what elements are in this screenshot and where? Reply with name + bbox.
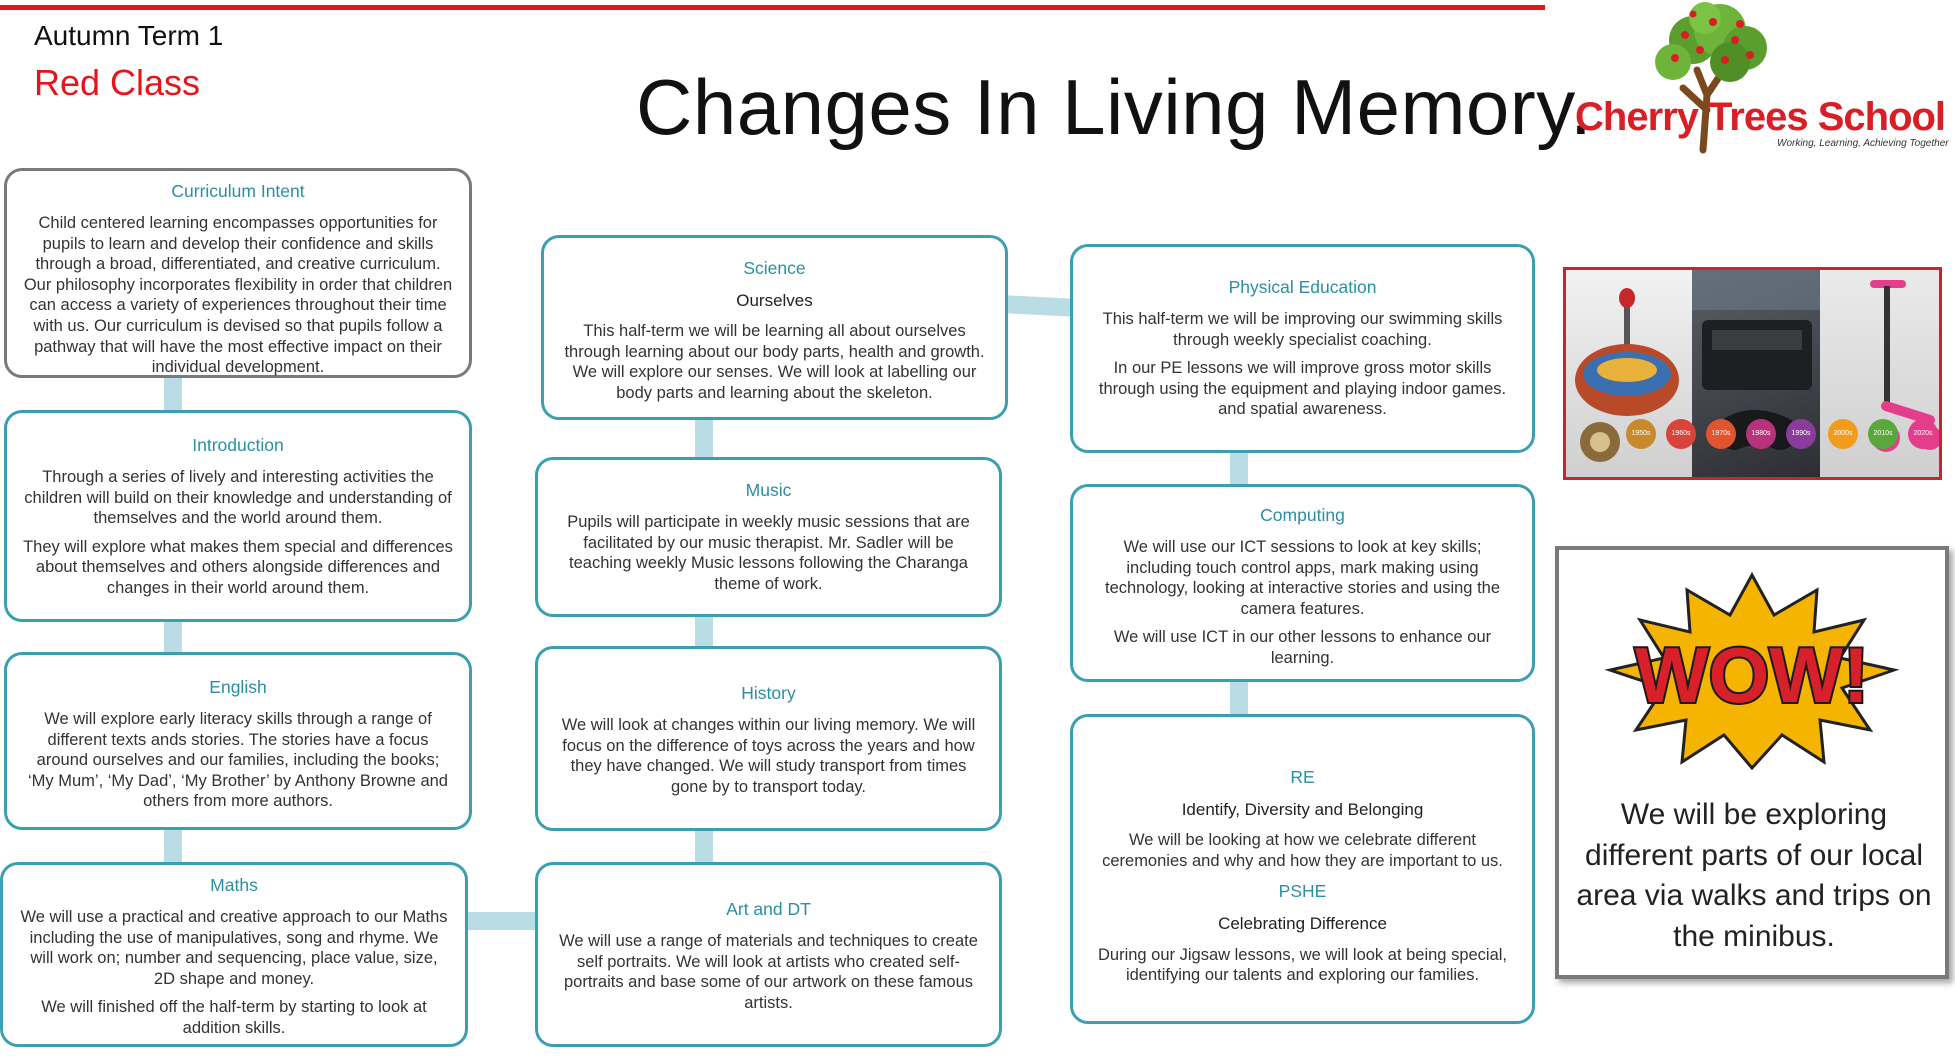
art-dt-box: [535, 862, 1002, 1047]
decade-dot: 1990s: [1786, 419, 1816, 449]
wow-word: WOW!: [1635, 631, 1869, 719]
maths-text-2: We will finished off the half-term by starting to look at addition skills.: [41, 998, 427, 1037]
pshe-subtitle: Celebrating Difference: [1218, 914, 1387, 934]
maths-text-1: We will use a practical and creative approach to our Maths including the use of manipulatives, song and rhyme. We will work on; number and sequencing, place value, size, 2D shape and money.: [20, 907, 448, 988]
connector: [1005, 295, 1074, 317]
wow-box: [1555, 546, 1949, 979]
connector: [1230, 451, 1248, 485]
connector: [164, 372, 182, 414]
science-text: This half-term we will be learning all about ourselves through learning about our body parts, health and growth. We will explore our senses. We will look at labelling our body parts and learning about the skeleton.: [564, 322, 985, 402]
history-text: We will look at changes within our living memory. We will focus on the difference of toys across the years and how they have changed. We will study transport from times gone by to transport today.: [561, 715, 976, 796]
curriculum-intent-text: Child centered learning encompasses opportunities for pupils to learn and develop their confidence and skills through a broad, differentiated, and creative curriculum. Our philosophy incorporates flexibility in order that children can access a variety of experiences throughout their time with us. Our curriculum is devised so that pupils follow a pathway that will have the most effective impact on their individual development.: [23, 213, 453, 377]
decade-dot: 2000s: [1828, 419, 1858, 449]
physical-education-text-1: This half-term we will be improving our swimming skills through weekly specialist coaching.: [1102, 309, 1503, 349]
re-title: RE: [1290, 767, 1315, 787]
connector: [164, 618, 182, 654]
introduction-text-1: Through a series of lively and interesting activities the children will build on their knowledge and understanding of themselves and the world around them.: [24, 467, 452, 528]
introduction-title: Introduction: [192, 435, 284, 455]
music-text: Pupils will participate in weekly music sessions that are facilitated by our music therapist. Mr. Sadler will be teaching weekly Music lessons following the Charanga theme of work.: [567, 512, 970, 593]
connector: [695, 828, 713, 865]
art-dt-title: Art and DT: [726, 899, 811, 919]
connector: [164, 826, 182, 864]
logo-tagline: Working, Learning, Achieving Together: [1777, 138, 1949, 149]
history-box: [535, 646, 1002, 831]
decade-dot: 2020s: [1908, 419, 1938, 449]
connector: [463, 912, 538, 930]
physical-education-text-2: In our PE lessons we will improve gross motor skills through using the equipment and playing indoor games. and spatial awareness.: [1098, 359, 1507, 419]
logo-name: Cherry Trees School: [1575, 95, 1946, 139]
art-dt-text: We will use a range of materials and techniques to create self portraits. We will look at artists who created self-portraits and base some of our artwork on these famous artists.: [559, 931, 978, 1012]
computing-text-1: We will use our ICT sessions to look at key skills; including touch control apps, mark making using technology, looking at interactive stories and using the camera features.: [1104, 537, 1501, 618]
physical-education-title: Physical Education: [1228, 277, 1377, 297]
science-box: [541, 235, 1008, 420]
computing-box: [1070, 484, 1535, 682]
decade-timeline: [1566, 419, 1939, 449]
decade-dot: 1980s: [1746, 419, 1776, 449]
decade-dot: 1960s: [1666, 419, 1696, 449]
wow-burst-icon: [1602, 570, 1902, 770]
connector: [695, 417, 713, 459]
decade-dot: 1950s: [1626, 419, 1656, 449]
school-logo: [1565, 0, 1955, 160]
curriculum-intent-title: Curriculum Intent: [171, 181, 305, 201]
english-text: We will explore early literacy skills through a range of different texts ands stories. The stories have a focus around ourselves and our families, including the books; ‘My Mum’, ‘My Dad’, ‘My Brother’ by Anthony Browne and others from more authors.: [28, 709, 448, 811]
term-label: Autumn Term 1: [34, 20, 224, 51]
history-title: History: [741, 683, 796, 703]
english-title: English: [209, 677, 267, 697]
computing-title: Computing: [1260, 505, 1345, 525]
top-red-line: [0, 5, 1545, 10]
re-text: We will be looking at how we celebrate different ceremonies and why and how they are important to us.: [1102, 831, 1503, 870]
music-title: Music: [745, 480, 792, 500]
introduction-box: [4, 410, 472, 622]
computing-text-2: We will use ICT in our other lessons to enhance our learning.: [1113, 628, 1492, 667]
pshe-text: During our Jigsaw lessons, we will look at being special, identifying our talents and exploring our families.: [1097, 945, 1508, 985]
maths-title: Maths: [210, 875, 258, 895]
decade-dot: 1970s: [1706, 419, 1736, 449]
science-subtitle: Ourselves: [736, 290, 813, 310]
page-title: Changes In Living Memory.: [636, 63, 1593, 151]
connector: [1230, 680, 1248, 714]
science-title: Science: [743, 258, 806, 278]
music-box: [535, 457, 1002, 617]
connector: [695, 613, 713, 648]
re-subtitle: Identify, Diversity and Belonging: [1181, 799, 1424, 819]
wow-text: We will be exploring different parts of our local area via walks and trips on the minibus.: [1576, 798, 1932, 953]
pshe-title: PSHE: [1278, 881, 1327, 902]
curriculum-intent-box: [4, 168, 472, 378]
re-pshe-box: [1070, 714, 1535, 1024]
toys-through-time-image: [1563, 267, 1942, 480]
decade-dot: 2010s: [1868, 419, 1898, 449]
class-label: Red Class: [34, 62, 201, 103]
english-box: [4, 652, 472, 830]
physical-education-box: [1070, 244, 1535, 453]
introduction-text-2: They will explore what makes them special and differences about themselves and others alongside differences and changes in their world around them.: [23, 537, 453, 597]
maths-box: [0, 862, 468, 1047]
